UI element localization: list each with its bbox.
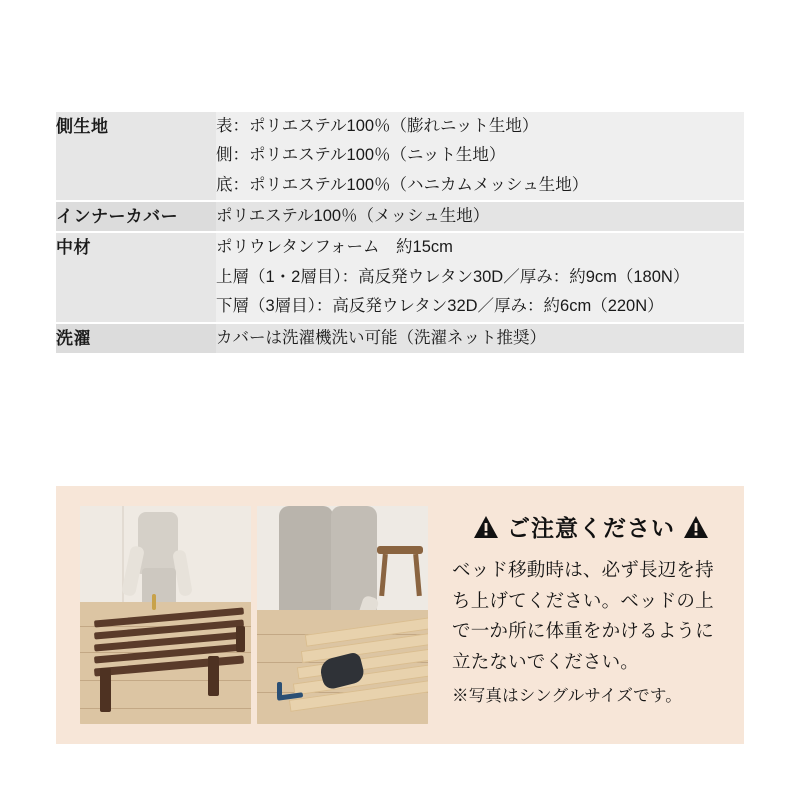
value-line: 下層（3層目）：高反発ウレタン32D／厚み：約6cm（220N） [216,297,664,316]
caution-note-text: ※写真はシングルサイズです。 [452,686,682,705]
photo-bed-lifting [80,506,251,724]
warning-triangle-icon [683,515,709,539]
caution-body-text: ベッド移動時は、必ず長辺を持ち上げてください。ベッドの上で一か所に体重をかけるように立たないでください。 [452,559,714,673]
value-line: ポリエステル100％（メッシュ生地） [216,207,490,226]
caution-panel [56,486,744,744]
caution-heading-text: ご注意ください [507,515,675,541]
row-value-inner-cover [216,201,744,232]
warning-triangle-icon [473,515,499,539]
row-label-inner-cover: インナーカバー [56,201,216,232]
caution-heading [452,510,730,543]
photo-standing-warning [257,506,428,724]
table-row [56,323,744,354]
table-row [56,232,744,322]
row-label-washing: 洗濯 [56,323,216,354]
value-line: 側：ポリエステル100％（ニット生地） [216,146,506,165]
specification-table [56,112,744,355]
table-row [56,112,744,201]
row-value-fabric [216,112,744,201]
row-value-core-material [216,232,744,322]
value-line: 上層（1・2層目）：高反発ウレタン30D／厚み：約9cm（180N） [216,267,690,286]
value-line: 底：ポリエステル100％（ハニカムメッシュ生地） [216,175,589,194]
row-label-fabric: 側生地 [56,112,216,201]
value-line: カバーは洗濯機洗い可能（洗濯ネット推奨） [216,328,546,347]
photo-group [80,506,428,724]
caution-text-block [452,510,730,706]
value-line: ポリウレタンフォーム 約15cm [216,238,453,257]
table-row [56,201,744,232]
value-line: 表：ポリエステル100％（膨れニット生地） [216,117,539,135]
row-label-core-material: 中材 [56,232,216,322]
row-value-washing [216,323,744,354]
